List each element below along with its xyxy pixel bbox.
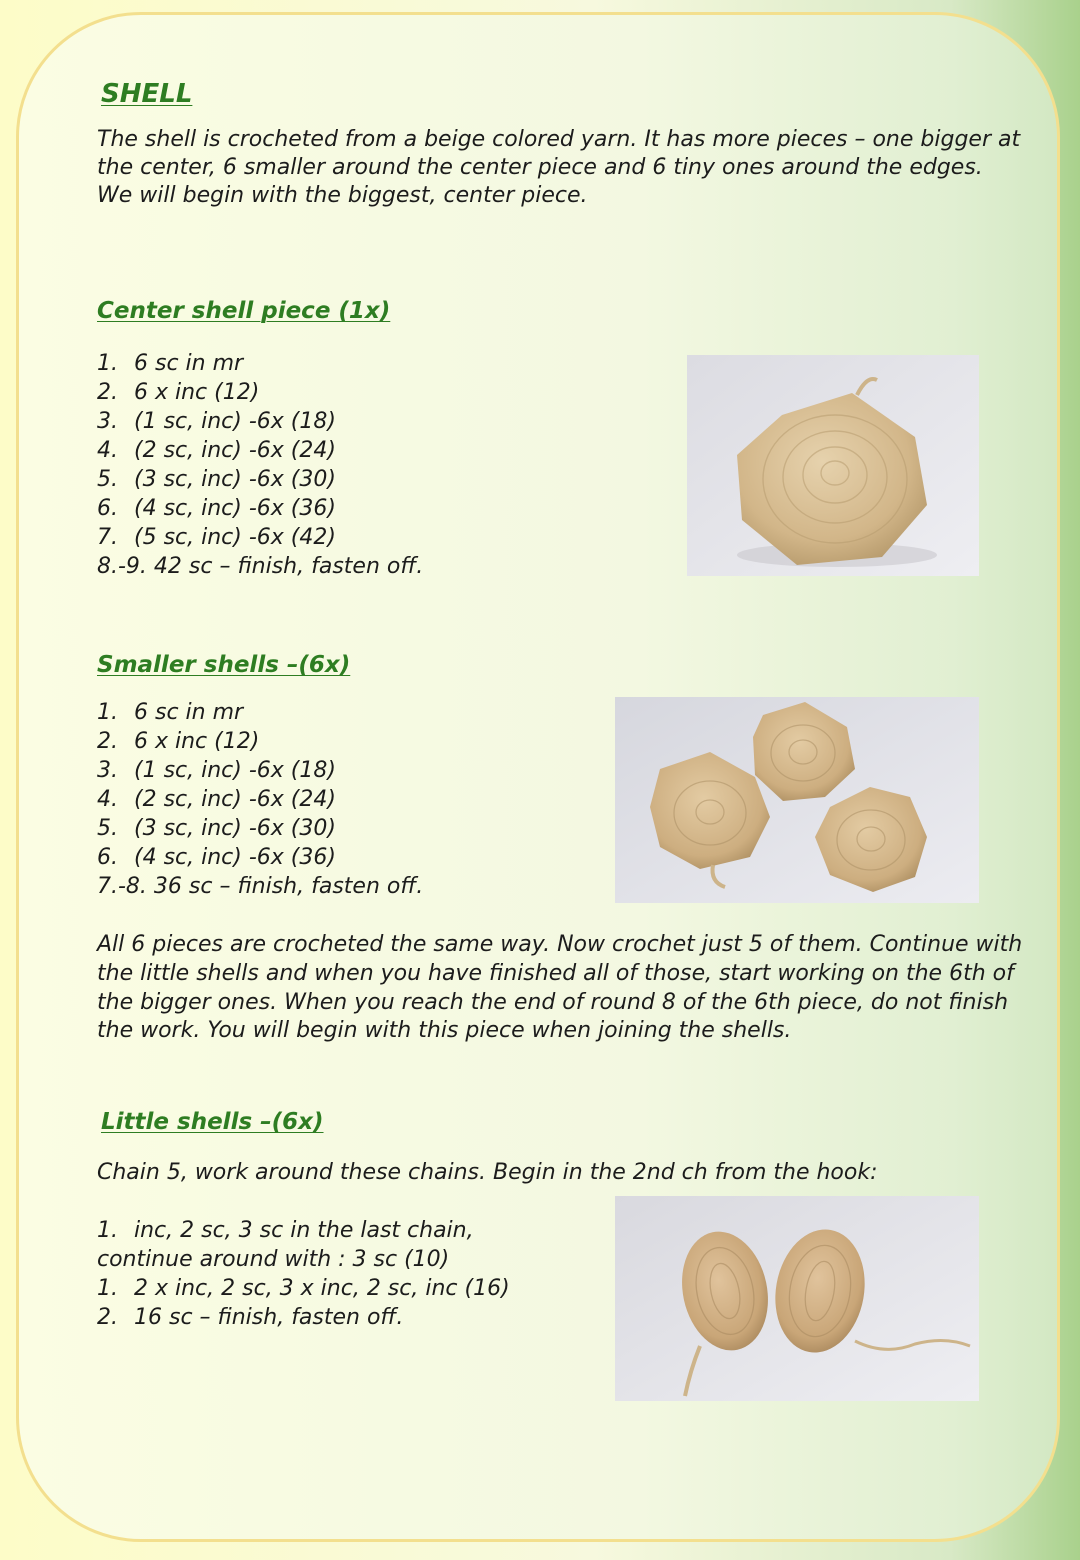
note-line-1: All 6 pieces are crocheted the same way. Now crochet just 5 of them. Continue with [97,932,1023,957]
step-number: 1. [97,1218,118,1243]
list-item [97,843,336,872]
note-line-3: the bigger ones. When you reach the end of round 8 of the 6th piece, do not finish [97,990,1009,1015]
intro-line-3: We will begin with the biggest, center piece. [97,183,588,208]
list-item [97,436,336,465]
step-text: (3 sc, inc) -6x (30) [134,816,336,841]
list-item [97,1274,510,1303]
step-number: 6. [97,845,118,870]
step-text: 6 sc in mr [134,351,244,376]
step-number: 1. [97,1276,118,1301]
intro-line-1: The shell is crocheted from a beige colored yarn. It has more pieces – one bigger at [97,127,1021,152]
list-item [97,523,336,552]
list-item [97,756,336,785]
photo-crochet-center-shell [687,355,979,576]
center-shell-steps [97,349,336,552]
little-shells-steps [97,1274,510,1332]
step-text: 6 x inc (12) [134,380,260,405]
step-number: 1. [97,351,118,376]
step-text: 16 sc – finish, fasten off. [134,1305,404,1330]
step-number: 7. [97,525,118,550]
step-number: 3. [97,409,118,434]
note-line-4: the work. You will begin with this piece when joining the shells. [97,1018,792,1043]
center-shell-last-step: 8.-9. 42 sc – finish, fasten off. [97,554,424,579]
three-shells-image [615,697,979,903]
page-title: SHELL [101,79,193,109]
center-shell-heading: Center shell piece (1x) [97,298,391,324]
list-item [97,727,336,756]
step-number: 3. [97,758,118,783]
step-text: (5 sc, inc) -6x (42) [134,525,336,550]
step-text: (1 sc, inc) -6x (18) [134,758,336,783]
step-number: 6. [97,496,118,521]
step-text: (2 sc, inc) -6x (24) [134,787,336,812]
step-number: 5. [97,467,118,492]
step-text: (4 sc, inc) -6x (36) [134,496,336,521]
step-text: inc, 2 sc, 3 sc in the last chain, [134,1218,474,1243]
step-text: 6 x inc (12) [134,729,260,754]
step-number: 4. [97,438,118,463]
step-text: (4 sc, inc) -6x (36) [134,845,336,870]
list-item [97,378,336,407]
step-number: 2. [97,380,118,405]
list-item [97,349,336,378]
step-text: 2 x inc, 2 sc, 3 x inc, 2 sc, inc (16) [134,1276,510,1301]
step-number: 2. [97,729,118,754]
little-shells-image [615,1196,979,1401]
little-shells-step-first [97,1216,474,1245]
note-line-2: the little shells and when you have finished all of those, start working on the 6th of [97,961,1014,986]
smaller-shells-last-step: 7.-8. 36 sc – finish, fasten off. [97,874,424,899]
step-text: (1 sc, inc) -6x (18) [134,409,336,434]
photo-crochet-little-shells [615,1196,979,1401]
list-item [97,407,336,436]
step-number: 5. [97,816,118,841]
little-shells-heading: Little shells –(6x) [101,1109,324,1135]
intro-line-2: the center, 6 smaller around the center piece and 6 tiny ones around the edges. [97,155,983,180]
step-text: 6 sc in mr [134,700,244,725]
list-item [97,1216,474,1245]
step-number: 2. [97,1305,118,1330]
step-text: (3 sc, inc) -6x (30) [134,467,336,492]
list-item [97,494,336,523]
list-item [97,814,336,843]
list-item [97,465,336,494]
photo-crochet-three-shells [615,697,979,903]
list-item [97,785,336,814]
list-item [97,1303,510,1332]
step-number: 4. [97,787,118,812]
little-shells-continue: continue around with : 3 sc (10) [97,1247,450,1272]
smaller-shells-steps [97,698,336,872]
step-text: (2 sc, inc) -6x (24) [134,438,336,463]
step-number: 1. [97,700,118,725]
list-item [97,698,336,727]
center-shell-image [687,355,979,576]
little-shells-intro: Chain 5, work around these chains. Begin in the 2nd ch from the hook: [97,1160,878,1185]
smaller-shells-heading: Smaller shells –(6x) [97,652,351,678]
